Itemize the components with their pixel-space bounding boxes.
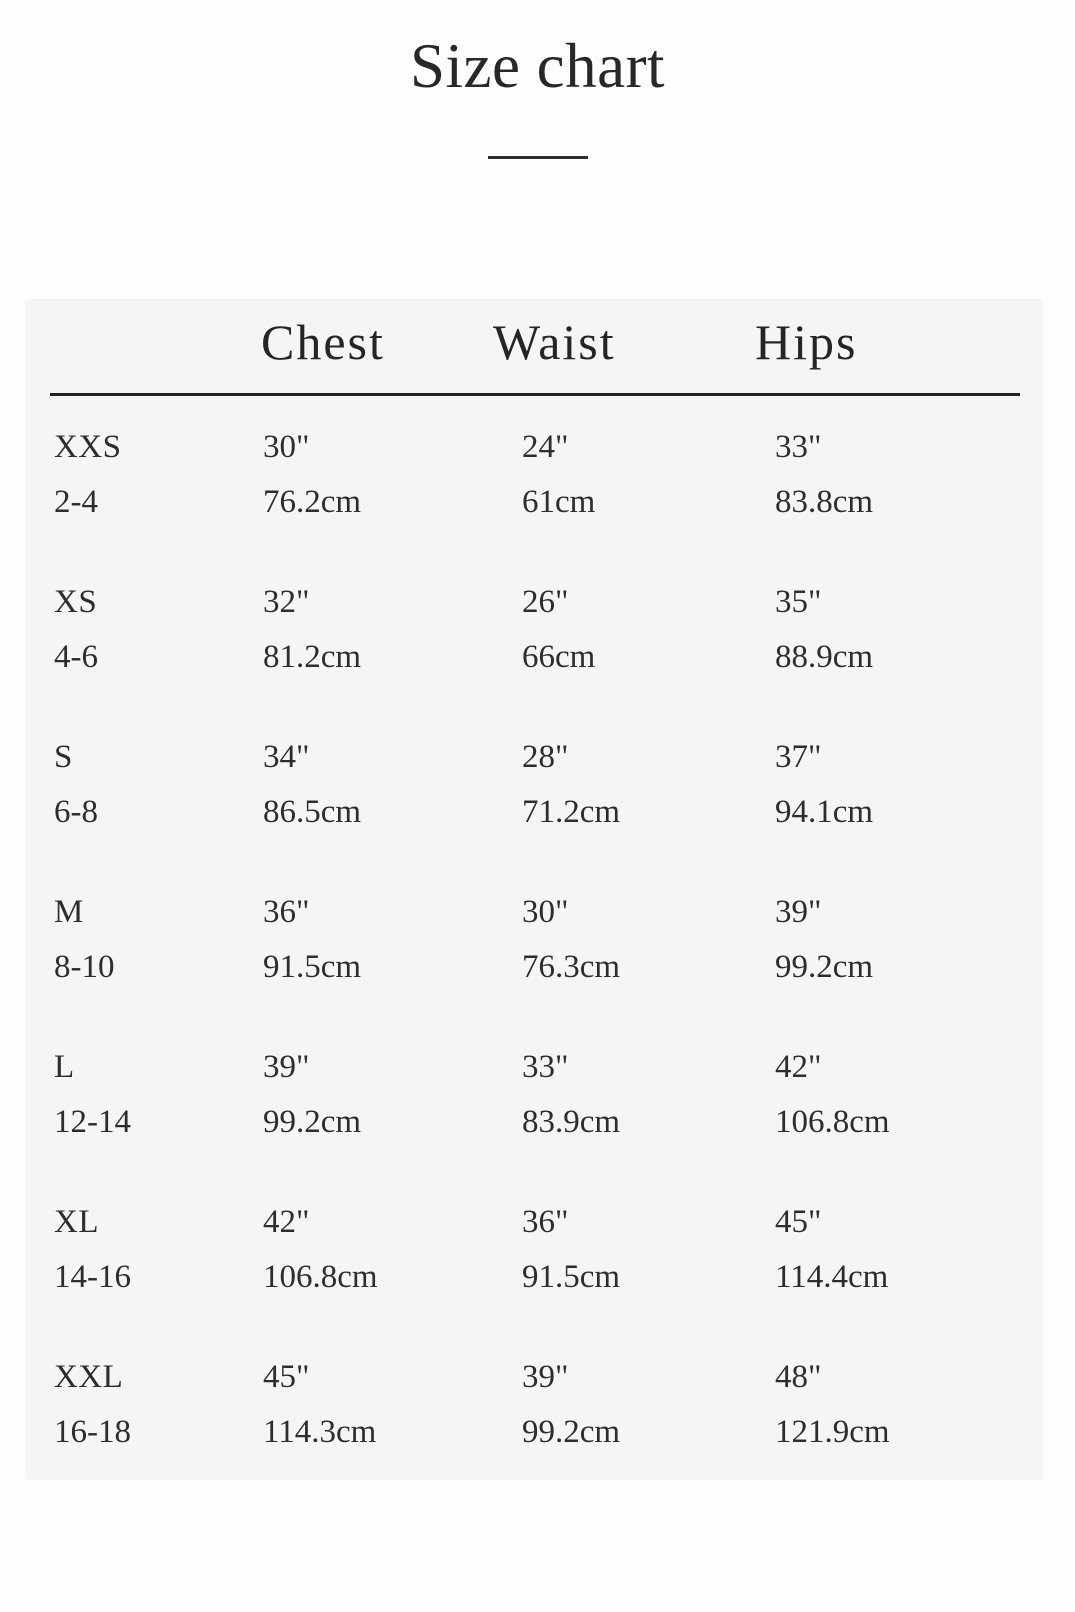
waist-inches: 30" [522,894,569,930]
hips-centimeters: 106.8cm [775,1104,890,1140]
chest-cell [263,1201,522,1298]
chest-centimeters: 106.8cm [263,1259,378,1295]
waist-inches: 28" [522,739,569,775]
size-range: 6-8 [54,794,98,830]
table-row [25,736,1043,833]
table-row [25,1046,1043,1143]
chest-cell [263,891,522,988]
hips-cell [775,581,1043,678]
hips-centimeters: 94.1cm [775,794,874,830]
chest-centimeters: 86.5cm [263,794,362,830]
table-row [25,1356,1043,1453]
hips-inches: 39" [775,894,822,930]
hips-cell [775,736,1043,833]
size-range: 8-10 [54,949,115,985]
title-divider [488,156,588,159]
hips-inches: 42" [775,1049,822,1085]
hips-cell [775,1046,1043,1143]
waist-centimeters: 91.5cm [522,1259,621,1295]
chest-cell [263,426,522,523]
hips-cell [775,426,1043,523]
size-label-cell [54,426,263,523]
hips-cell [775,1201,1043,1298]
waist-centimeters: 66cm [522,639,596,675]
hips-centimeters: 121.9cm [775,1414,890,1450]
size-label-cell [54,1356,263,1453]
waist-centimeters: 99.2cm [522,1414,621,1450]
chest-centimeters: 91.5cm [263,949,362,985]
size-label-cell [54,1201,263,1298]
chest-inches: 30" [263,429,310,465]
hips-cell [775,1356,1043,1453]
table-row [25,891,1043,988]
table-row [25,1201,1043,1298]
waist-cell [522,1046,775,1143]
table-body [25,426,1043,1453]
size-label-cell [54,736,263,833]
waist-inches: 36" [522,1204,569,1240]
chest-cell [263,1356,522,1453]
size-chart-card [25,299,1043,1480]
size-code: M [54,894,84,930]
size-range: 14-16 [54,1259,131,1295]
hips-inches: 48" [775,1359,822,1395]
hips-inches: 45" [775,1204,822,1240]
waist-inches: 39" [522,1359,569,1395]
size-code: XL [54,1204,99,1240]
column-header-chest: Chest [261,314,385,370]
size-code: XXL [54,1359,124,1395]
waist-cell [522,891,775,988]
hips-centimeters: 99.2cm [775,949,874,985]
chest-centimeters: 76.2cm [263,484,362,520]
table-header-row [25,299,1043,370]
size-label-cell [54,891,263,988]
chest-cell [263,736,522,833]
hips-centimeters: 88.9cm [775,639,874,675]
hips-centimeters: 114.4cm [775,1259,889,1295]
size-code: XS [54,584,98,620]
waist-inches: 33" [522,1049,569,1085]
chest-inches: 36" [263,894,310,930]
table-row [25,426,1043,523]
waist-cell [522,1201,775,1298]
chest-centimeters: 99.2cm [263,1104,362,1140]
chest-inches: 34" [263,739,310,775]
hips-inches: 35" [775,584,822,620]
size-code: L [54,1049,75,1085]
size-range: 2-4 [54,484,98,520]
waist-cell [522,736,775,833]
chest-cell [263,1046,522,1143]
size-label-cell [54,1046,263,1143]
size-range: 16-18 [54,1414,131,1450]
column-header-waist: Waist [493,314,616,370]
waist-cell [522,426,775,523]
waist-cell [522,581,775,678]
size-range: 12-14 [54,1104,131,1140]
waist-inches: 26" [522,584,569,620]
chest-inches: 32" [263,584,310,620]
chest-cell [263,581,522,678]
hips-inches: 33" [775,429,822,465]
column-header-hips: Hips [755,314,858,370]
waist-cell [522,1356,775,1453]
waist-centimeters: 61cm [522,484,596,520]
size-label-cell [54,581,263,678]
waist-centimeters: 76.3cm [522,949,621,985]
waist-centimeters: 83.9cm [522,1104,621,1140]
chest-centimeters: 114.3cm [263,1414,377,1450]
hips-centimeters: 83.8cm [775,484,874,520]
chest-centimeters: 81.2cm [263,639,362,675]
waist-centimeters: 71.2cm [522,794,621,830]
size-code: S [54,739,73,775]
chest-inches: 42" [263,1204,310,1240]
waist-inches: 24" [522,429,569,465]
chest-inches: 39" [263,1049,310,1085]
chest-inches: 45" [263,1359,310,1395]
header-underline [50,393,1020,396]
page-title: Size chart [409,31,666,101]
hips-cell [775,891,1043,988]
hips-inches: 37" [775,739,822,775]
table-row [25,581,1043,678]
size-range: 4-6 [54,639,98,675]
size-code: XXS [54,429,122,465]
